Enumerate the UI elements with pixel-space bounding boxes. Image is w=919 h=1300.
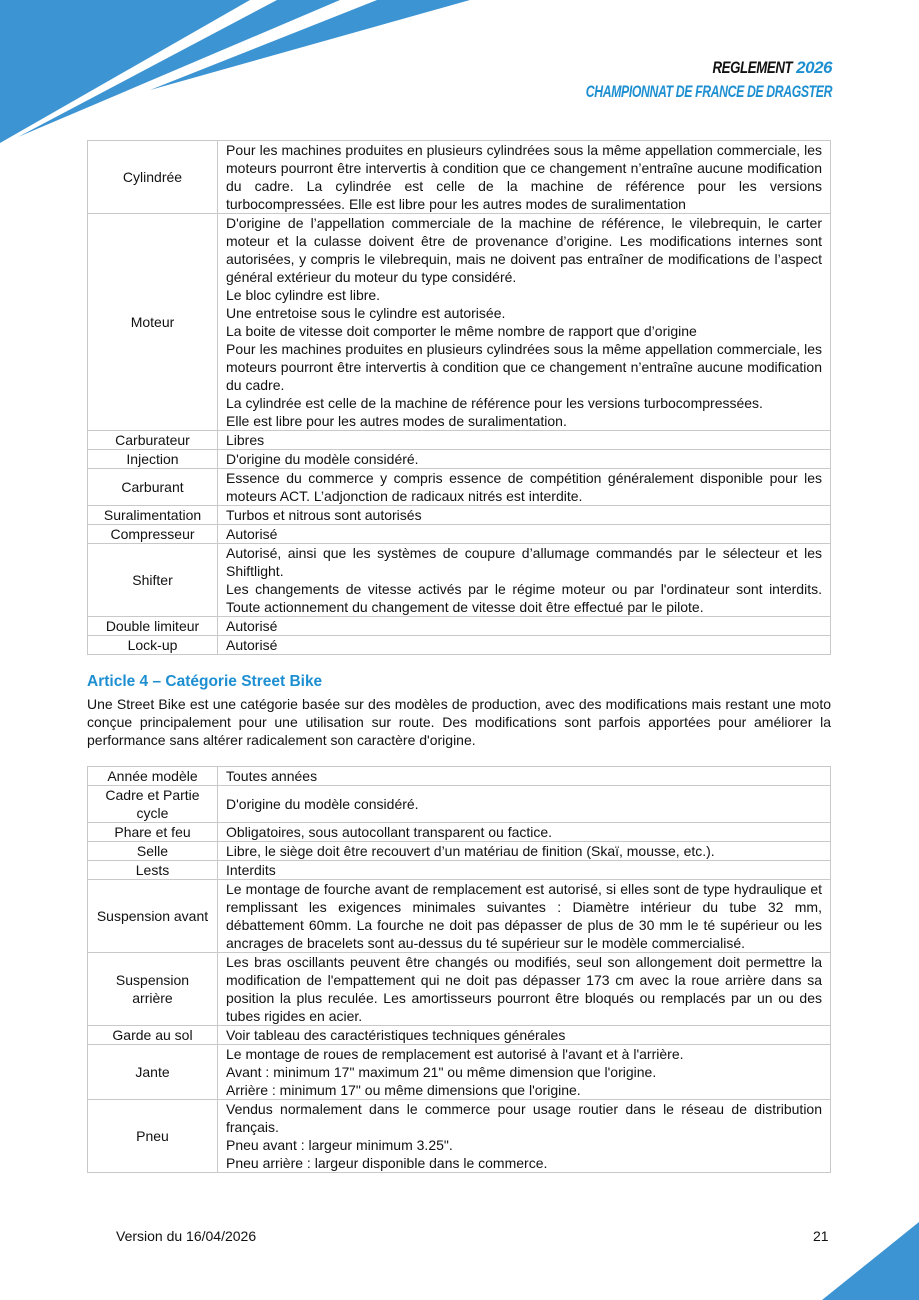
row-value — [218, 214, 831, 431]
article-heading: Article 4 – Catégorie Street Bike — [87, 673, 323, 690]
table-row — [88, 767, 831, 786]
row-value — [218, 450, 831, 469]
header-decoration-stripes — [0, 0, 480, 150]
table-row — [88, 431, 831, 450]
row-value-line: Autorisé, ainsi que les systèmes de coupure d’allumage commandés par le sélecteur et les Shiftlight. — [226, 545, 822, 579]
row-value — [218, 544, 831, 617]
footer-decoration-triangle — [819, 1220, 919, 1300]
row-value-line: Libres — [226, 432, 265, 448]
row-value-line: La cylindrée est celle de la machine de référence pour les versions turbocompressées. — [226, 395, 763, 411]
row-value-line: Avant : minimum 17" maximum 21" ou même dimension que l'origine. — [226, 1064, 657, 1080]
row-label: Garde au sol — [88, 1026, 218, 1045]
table-row — [88, 1100, 831, 1173]
row-value — [218, 617, 831, 636]
row-value — [218, 1045, 831, 1100]
table-row — [88, 617, 831, 636]
row-value-line: Vendus normalement dans le commerce pour usage routier dans le réseau de distribution français. — [226, 1101, 822, 1135]
row-value-line: Autorisé — [226, 637, 278, 653]
row-value-line: Les changements de vitesse activés par le régime moteur ou par l'ordinateur sont interdits. Toute actionnement du changement de vitesse doit être effectué par le pilote. — [226, 581, 822, 615]
page-number: 21 — [813, 1228, 829, 1244]
row-label: Carburant — [88, 469, 218, 506]
row-label: Jante — [88, 1045, 218, 1100]
row-value — [218, 506, 831, 525]
row-value — [218, 842, 831, 861]
table-row — [88, 786, 831, 823]
street-bike-spec-table — [87, 766, 831, 1173]
row-label: Pneu — [88, 1100, 218, 1173]
row-label: Double limiteur — [88, 617, 218, 636]
row-value-line: Pneu arrière : largeur disponible dans le commerce. — [226, 1155, 548, 1171]
row-value-line: Pneu avant : largeur minimum 3.25". — [226, 1137, 453, 1153]
row-value-line: Elle est libre pour les autres modes de suralimentation. — [226, 413, 567, 429]
engine-spec-table — [87, 140, 831, 655]
row-value-line: D'origine du modèle considéré. — [226, 796, 419, 812]
row-label: Cadre et Partie cycle — [88, 786, 218, 823]
row-value-line: Une entretoise sous le cylindre est autorisée. — [226, 305, 506, 321]
header-title-word: REGLEMENT — [712, 58, 792, 77]
row-label: Moteur — [88, 214, 218, 431]
row-value-line: Autorisé — [226, 618, 278, 634]
row-value — [218, 431, 831, 450]
row-label: Cylindrée — [88, 141, 218, 214]
table-row — [88, 214, 831, 431]
table-row — [88, 1045, 831, 1100]
row-value-line: Le montage de roues de remplacement est autorisé à l'avant et à l'arrière. — [226, 1046, 684, 1062]
header-title-year: 2026 — [796, 58, 832, 77]
footer-version: Version du 16/04/2026 — [116, 1228, 257, 1244]
row-label: Carburateur — [88, 431, 218, 450]
row-label: Suspension arrière — [88, 953, 218, 1026]
row-value — [218, 1100, 831, 1173]
table-row — [88, 141, 831, 214]
row-label: Compresseur — [88, 525, 218, 544]
header-subtitle: CHAMPIONNAT DE FRANCE DE DRAGSTER — [585, 82, 832, 101]
table-row — [88, 953, 831, 1026]
row-value-line: Le montage de fourche avant de remplacement est autorisé, si elles sont de type hydraulique et remplissant les exigences minimales suivantes : Diamètre intérieur du tube 32 mm, débattement 60mm. La fourche ne doit pas dépasser de plus de 30 mm le té supérieur ou les ancrages de bracelets sont au-dessus du té supérieur sur le modèle commercialisé. — [226, 881, 822, 951]
row-label: Shifter — [88, 544, 218, 617]
table-row — [88, 1026, 831, 1045]
row-value-line: Libre, le siège doit être recouvert d’un matériau de finition (Skaï, mousse, etc.). — [226, 843, 715, 859]
row-value-line: Les bras oscillants peuvent être changés ou modifiés, seul son allongement doit permettre la modification de l'empattement qui ne doit pas dépasser 173 cm avec la roue arrière dans sa position la plus reculée. Les amortisseurs pourront être bloqués ou remplacés par un ou des tubes rigides en acier. — [226, 954, 822, 1024]
row-value-line: Le bloc cylindre est libre. — [226, 287, 381, 303]
row-value-line: Arrière : minimum 17" ou même dimensions que l'origine. — [226, 1082, 581, 1098]
row-value — [218, 1026, 831, 1045]
row-label: Phare et feu — [88, 823, 218, 842]
table-row — [88, 861, 831, 880]
row-value — [218, 880, 831, 953]
table-row — [88, 544, 831, 617]
row-value-line: Toutes années — [226, 768, 318, 784]
row-value-line: Voir tableau des caractéristiques techniques générales — [226, 1027, 566, 1043]
row-value — [218, 525, 831, 544]
row-value — [218, 469, 831, 506]
row-label: Selle — [88, 842, 218, 861]
row-value-line: Essence du commerce y compris essence de compétition généralement disponible pour les moteurs ACT. L’adjonction de radicaux nitrés est interdite. — [226, 470, 822, 504]
document-header — [490, 56, 832, 105]
row-value-line: Pour les machines produites en plusieurs cylindrées sous la même appellation commerciale, les moteurs pourront être intervertis à condition que ce changement n’entraîne aucune modification du cadre. La cylindrée est celle de la machine de référence pour les versions turbocompressées. Elle est libre pour les autres modes de suralimentation — [226, 142, 822, 212]
row-label: Suralimentation — [88, 506, 218, 525]
row-value-line: D'origine du modèle considéré. — [226, 451, 419, 467]
header-title — [490, 56, 832, 80]
row-label: Injection — [88, 450, 218, 469]
article-intro: Une Street Bike est une catégorie basée sur des modèles de production, avec des modifications mais restant une moto conçue principalement pour une utilisation sur route. Des modifications sont parfois apportées pour améliorer la performance sans altérer radicalement son caractère d'origine. — [87, 696, 831, 748]
table-row — [88, 880, 831, 953]
row-value — [218, 786, 831, 823]
row-value-line: La boite de vitesse doit comporter le même nombre de rapport que d’origine — [226, 323, 697, 339]
row-value — [218, 953, 831, 1026]
row-value — [218, 823, 831, 842]
table-row — [88, 525, 831, 544]
table-row — [88, 636, 831, 655]
article-4-section — [87, 672, 831, 749]
row-value-line: Pour les machines produites en plusieurs cylindrées sous la même appellation commerciale, les moteurs pourront être intervertis à condition que ce changement n’entraîne aucune modification du cadre. — [226, 341, 822, 393]
row-label: Suspension avant — [88, 880, 218, 953]
row-value-line: Turbos et nitrous sont autorisés — [226, 507, 422, 523]
table-row — [88, 823, 831, 842]
table-row — [88, 450, 831, 469]
row-value — [218, 861, 831, 880]
row-value-line: Autorisé — [226, 526, 278, 542]
row-value — [218, 636, 831, 655]
row-value-line: Interdits — [226, 862, 276, 878]
row-value-line: Obligatoires, sous autocollant transparent ou factice. — [226, 824, 553, 840]
table-row — [88, 506, 831, 525]
row-label: Lests — [88, 861, 218, 880]
row-value — [218, 767, 831, 786]
table-row — [88, 469, 831, 506]
row-label: Lock-up — [88, 636, 218, 655]
row-value-line: D'origine de l’appellation commerciale de la machine de référence, le vilebrequin, le carter moteur et la culasse doivent être de provenance d’origine. Les modifications internes sont autorisées, y compris le vilebrequin, mais ne doivent pas entraîner de modifications de l’aspect général extérieur du moteur du type considéré. — [226, 215, 822, 285]
row-value — [218, 141, 831, 214]
table-row — [88, 842, 831, 861]
row-label: Année modèle — [88, 767, 218, 786]
